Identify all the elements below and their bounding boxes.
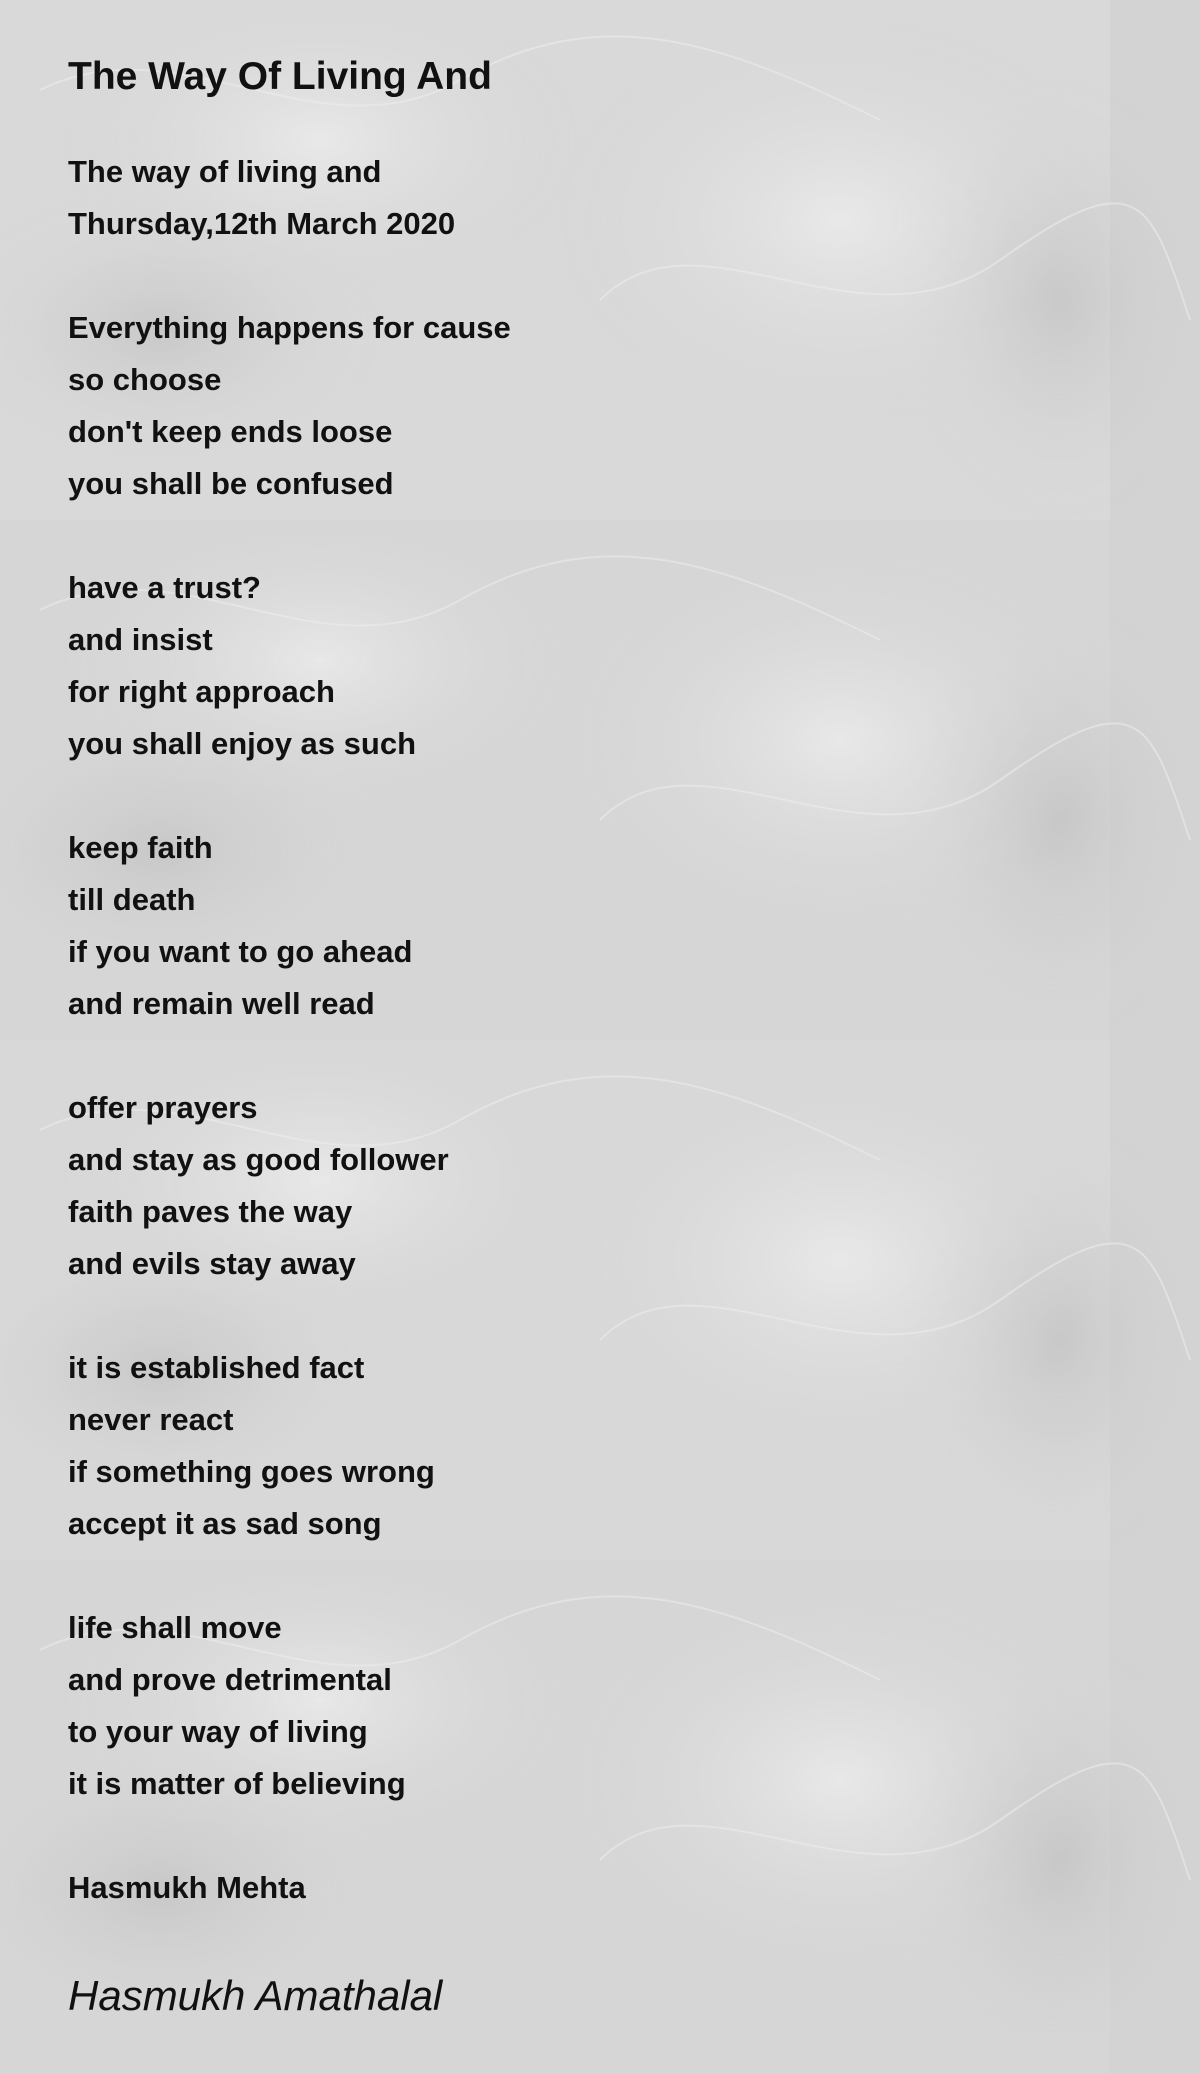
poem-line: and prove detrimental <box>68 1662 392 1697</box>
poem-line: and stay as good follower <box>68 1142 449 1177</box>
poem-line: keep faith <box>68 830 213 865</box>
poem-line: you shall be confused <box>68 466 394 501</box>
poem-body <box>68 146 1148 1914</box>
poem-line: it is established fact <box>68 1350 365 1385</box>
poem-line: it is matter of believing <box>68 1766 406 1801</box>
poem-line: for right approach <box>68 674 335 709</box>
stanza-break <box>68 250 1148 302</box>
poem-line: don't keep ends loose <box>68 414 393 449</box>
poem-title: The Way Of Living And <box>68 55 492 98</box>
stanza-break <box>68 1550 1148 1602</box>
author-name: Hasmukh Amathalal <box>68 1972 443 2019</box>
poem-line: offer prayers <box>68 1090 258 1125</box>
poem-line: if something goes wrong <box>68 1454 435 1489</box>
poem-line: you shall enjoy as such <box>68 726 417 761</box>
stanza-break <box>68 770 1148 822</box>
poem-line: life shall move <box>68 1610 282 1645</box>
stanza-break <box>68 1810 1148 1862</box>
poem-container <box>68 52 1148 1914</box>
stanza-break <box>68 1290 1148 1342</box>
poem-line: and remain well read <box>68 986 375 1021</box>
poem-line: The way of living and <box>68 154 382 189</box>
poem-line: faith paves the way <box>68 1194 353 1229</box>
poem-line: till death <box>68 882 196 917</box>
poem-line: if you want to go ahead <box>68 934 413 969</box>
poem-line: Hasmukh Mehta <box>68 1870 306 1905</box>
poem-line: and evils stay away <box>68 1246 356 1281</box>
poem-line: never react <box>68 1402 234 1437</box>
poem-line: Thursday,12th March 2020 <box>68 206 456 241</box>
poem-line: to your way of living <box>68 1714 368 1749</box>
poem-line: accept it as sad song <box>68 1506 382 1541</box>
poem-line: have a trust? <box>68 570 261 605</box>
poem-line: Everything happens for cause <box>68 310 511 345</box>
stanza-break <box>68 1030 1148 1082</box>
poem-line: so choose <box>68 362 222 397</box>
stanza-break <box>68 510 1148 562</box>
poem-line: and insist <box>68 622 213 657</box>
